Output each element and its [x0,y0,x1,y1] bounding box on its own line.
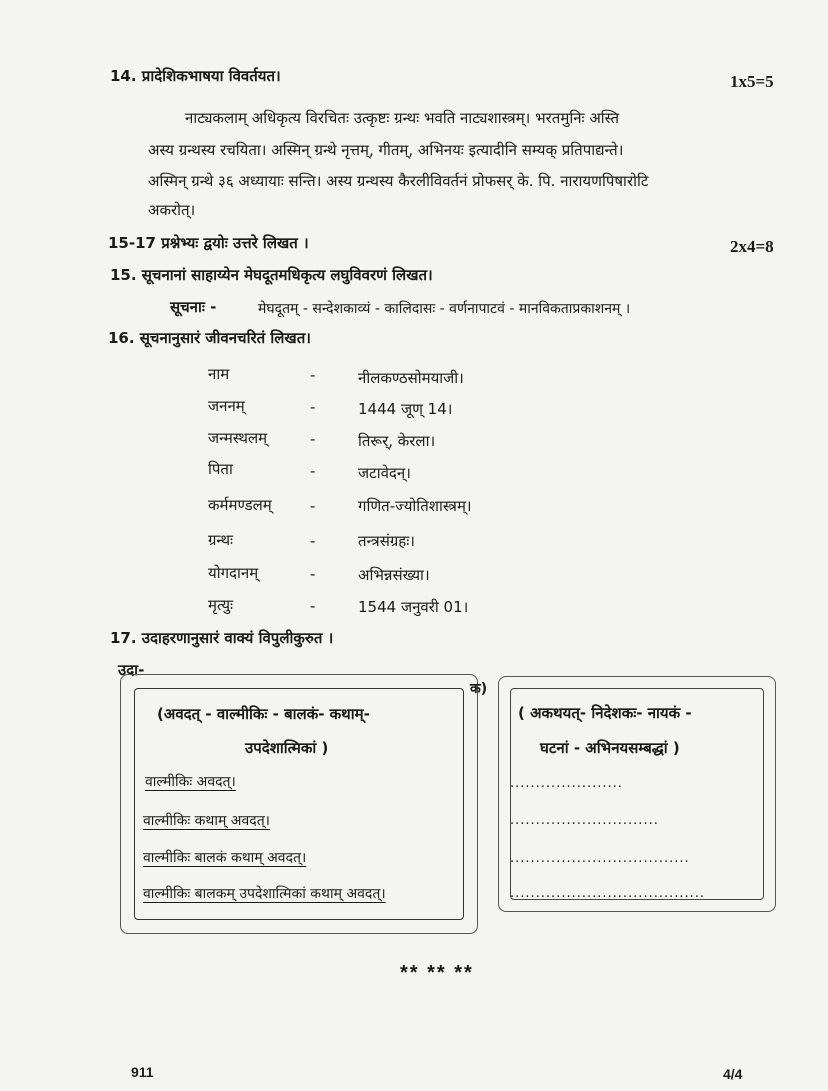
task-words-line-1: ( अकथयत्- निदेशकः- नायकं - [518,704,692,722]
q16-value-father: जटावेदन्। [358,464,411,482]
task-words-line-2: घटनां - अभिनयसम्बद्धां ) [540,739,680,757]
q16-separator: - [310,497,316,515]
example-sentence-3: वाल्मीकिः बालकं कथाम् अवदत्। [143,850,307,866]
footer-code: 911 [131,1064,154,1080]
q15-heading: 15. सूचनानां साहाय्येन मेघदूतमधिकृत्य लघुविवरणं लिखत। [110,266,433,284]
example-sentence-1: वाल्मीकिः अवदत्। [145,774,236,790]
q16-label-work: ग्रन्थः [208,531,234,549]
q16-label-birth: जननम् [208,397,245,415]
q16-value-name: नीलकण्ठसोमयाजी। [358,369,464,387]
q15-17-marks: 2x4=8 [730,237,774,256]
q16-label-field: कर्ममण्डलम् [208,496,272,514]
q15-hint-label: सूचनाः - [170,298,217,316]
example-words-line-1: (अवदत् - वाल्मीकिः - बालकं- कथाम्- [157,705,370,723]
q14-line-4: अकरोत्। [148,201,196,219]
q16-value-birthplace: तिरूर्, केरला। [358,432,436,450]
q16-separator: - [310,366,316,384]
answer-blank-2[interactable]: ............................. [510,813,659,828]
q17-example-label: उदा- [118,661,145,679]
q16-value-death: 1544 जनुवरी 01। [358,598,469,616]
q16-separator: - [310,565,316,583]
q14-heading: 14. प्रादेशिकभाषया विवर्तयत। [110,67,281,85]
q16-value-work: तन्त्रसंग्रहः। [358,532,415,550]
q16-label-birthplace: जन्मस्थलम् [208,429,268,447]
q14-line-1: नाट्यकलाम् अधिकृत्य विरचितः उत्कृष्टः ग्रन्थः भवति नाट्यशास्त्रम्। भरतमुनिः अस्ति [185,109,620,127]
q14-line-3: अस्मिन् ग्रन्थे ३६ अध्यायाः सन्ति। अस्य ग्रन्थस्य कैरलीविवर्तनं प्रोफसर् के. पि. नारायणपिषारोटि [148,172,649,190]
answer-blank-4[interactable]: ...................................... [510,886,706,901]
answer-blank-3[interactable]: ................................... [510,851,690,866]
footer-page: 4/4 [723,1066,743,1082]
q15-17-heading: 15-17 प्रश्नेभ्यः द्वयोः उत्तरे लिखत । [108,234,309,252]
example-sentence-2: वाल्मीकिः कथाम् अवदत्। [143,813,270,829]
q16-label-contribution: योगदानम् [208,564,259,582]
q16-separator: - [310,430,316,448]
q16-label-father: पिता [208,460,233,478]
q14-line-2: अस्य ग्रन्थस्य रचयिता। अस्मिन् ग्रन्थे नृत्तम्, गीतम्, अभिनयः इत्यादीनि सम्यक् प्रतिपाद्यन्ते। [148,141,624,159]
q16-label-death: मृत्युः [208,596,234,614]
q17-heading: 17. उदाहरणानुसारं वाक्यं विपुलीकुरुत । [110,629,334,647]
answer-blank-1[interactable]: ...................... [510,776,623,791]
end-mark: ** ** ** [400,962,474,984]
q14-marks: 1x5=5 [730,72,774,91]
task-label: क) [470,681,488,697]
q16-separator: - [310,398,316,416]
q16-value-field: गणित-ज्योतिशास्त्रम्। [358,497,472,515]
q16-value-contribution: अभिन्नसंख्या। [358,566,430,584]
example-words-line-2: उपदेशात्मिकां ) [245,739,329,757]
q16-heading: 16. सूचनानुसारं जीवनचरितं लिखत। [108,329,311,347]
q15-hint-text: मेघदूतम् - सन्देशकाव्यं - कालिदासः - वर्णनापाटवं - मानविकताप्रकाशनम् । [258,301,631,317]
q16-separator: - [310,597,316,615]
q16-separator: - [310,532,316,550]
q16-label-name: नाम [208,365,230,383]
q16-separator: - [310,462,316,480]
example-sentence-4: वाल्मीकिः बालकम् उपदेशात्मिकां कथाम् अवदत्। [143,886,386,902]
q16-value-birth: 1444 जूण् 14। [358,400,453,418]
